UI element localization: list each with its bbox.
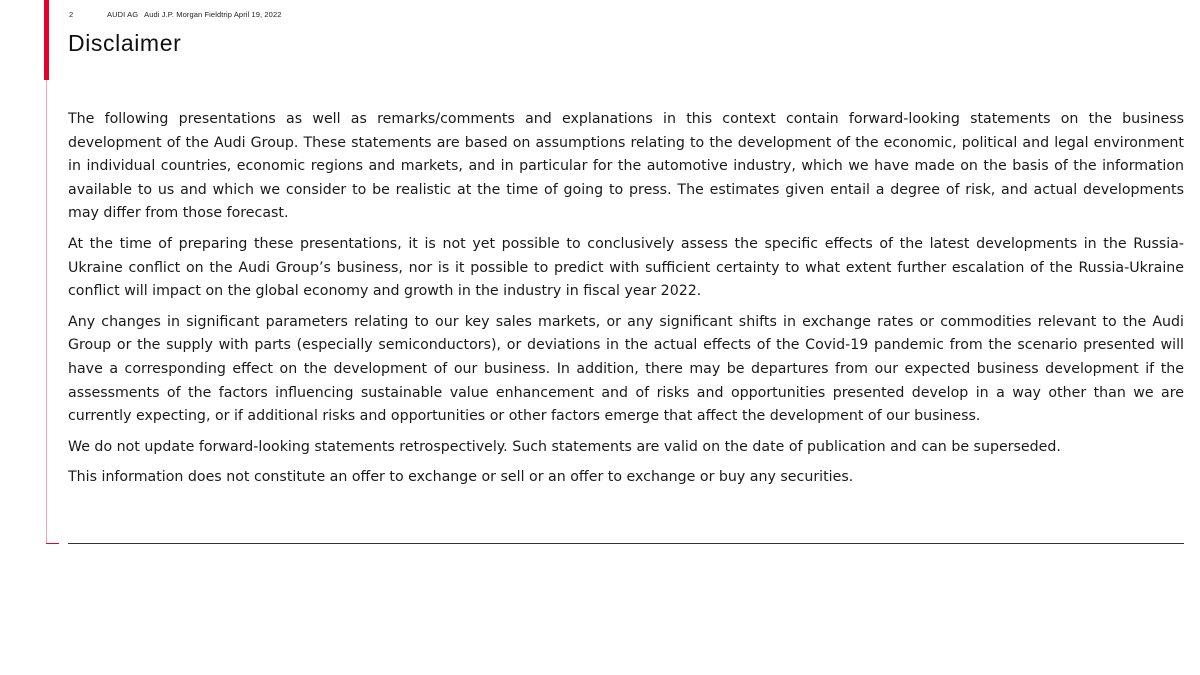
accent-foot-line	[46, 543, 59, 544]
page-title: Disclaimer	[68, 30, 182, 56]
paragraph: The following presentations as well as remarks/comments and explanations in this context contain forward-looking statements on the business development of the Audi Group. These statements are based on assumptions relating to the development of the economic, political and legal environment in individual countries, economic regions and markets, and in particular for the automotive industry, which we have made on the basis of the information available to us and which we consider to be realistic at the time of going to press. The estimates given entail a degree of risk, and actual developments may differ from those forecast.	[68, 111, 1184, 222]
accent-bar	[44, 0, 49, 80]
company-name: AUDI AG	[107, 10, 139, 19]
disclaimer-body	[68, 108, 1184, 497]
header-meta	[69, 10, 282, 19]
paragraph: At the time of preparing these presentations, it is not yet possible to conclusively assess the specific effects of the latest developments in the Russia-Ukraine conflict on the Audi Group’s business, nor is it possible to predict with sufficient certainty to what extent further escalation of the Russia-Ukraine conflict will impact on the global economy and growth in the industry in fiscal year 2022.	[68, 235, 1184, 300]
accent-line	[46, 80, 47, 544]
page-number: 2	[69, 10, 74, 19]
paragraph: This information does not constitute an offer to exchange or sell or an offer to exchange or buy any securities.	[68, 469, 854, 486]
paragraph: We do not update forward-looking statements retrospectively. Such statements are valid on the date of publication and can be superseded.	[68, 438, 1061, 455]
paragraph: Any changes in significant parameters relating to our key sales markets, or any significant shifts in exchange rates or commodities relevant to the Audi Group or the supply with parts (especially semiconductors), or deviations in the actual effects of the Covid-19 pandemic from the scenario presented will have a corresponding effect on the development of our business. In addition, there may be departures from our expected business development if the assessments of the factors influencing sustainable value enhancement and of risks and opportunities presented develop in a way other than we are currently expecting, or if additional risks and opportunities or other factors emerge that affect the development of our business.	[68, 313, 1184, 425]
bottom-rule	[68, 543, 1184, 544]
event-label: Audi J.P. Morgan Fieldtrip April 19, 2022	[144, 10, 282, 19]
